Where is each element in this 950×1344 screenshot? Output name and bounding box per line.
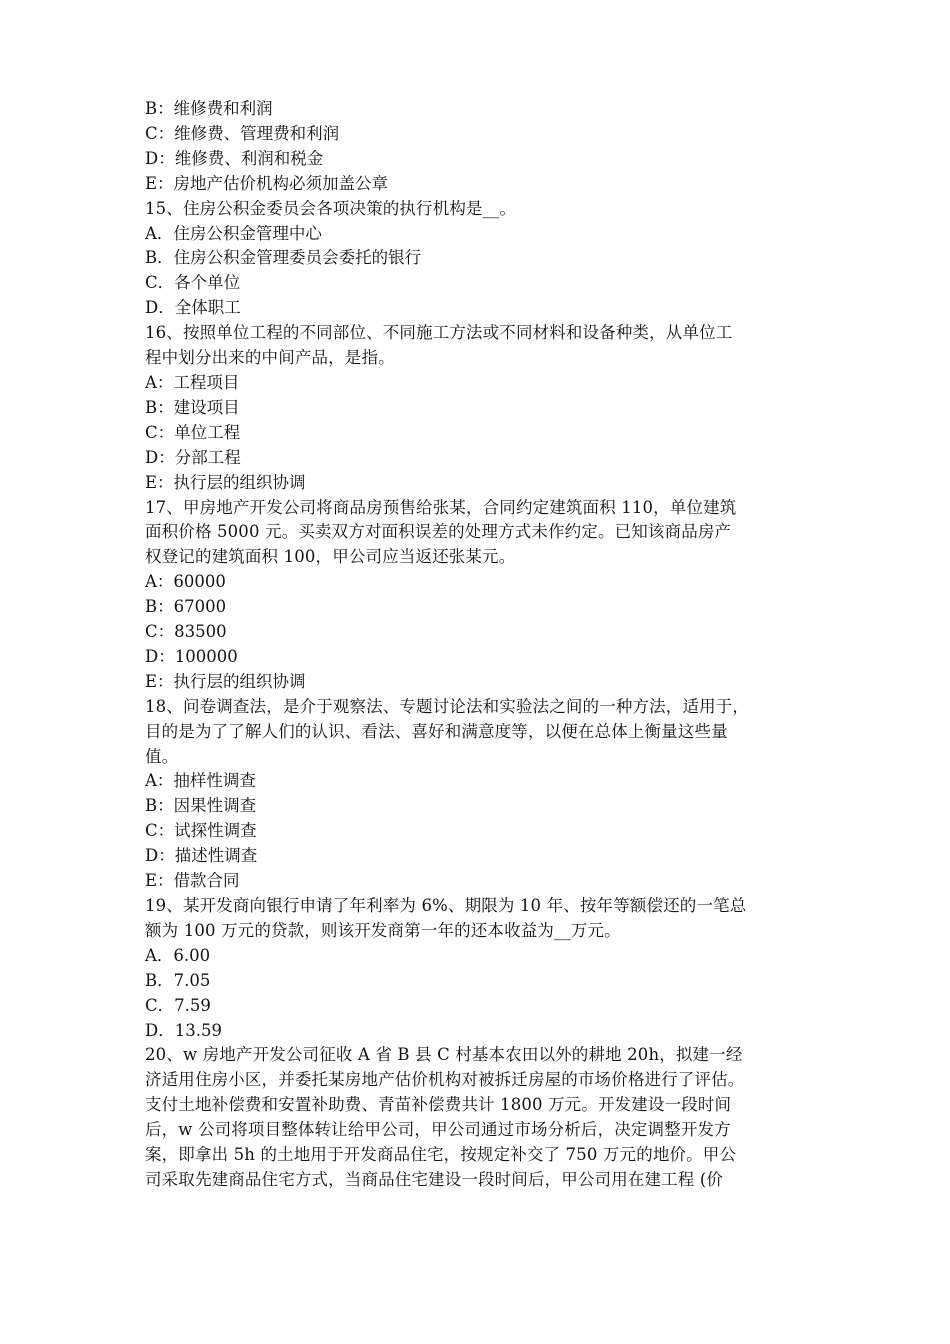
question-20-line-4: 后，w 公司将项目整体转让给甲公司，甲公司通过市场分析后，决定调整开发方 (145, 1120, 731, 1140)
option-c-q14: C：维修费、管理费和利润 (145, 123, 340, 143)
question-20-line-3: 支付土地补偿费和安置补助费、青苗补偿费共计 1800 万元。开发建设一段时间 (145, 1095, 732, 1115)
option-b-q16: B：建设项目 (145, 397, 240, 417)
option-b-q15: B．住房公积金管理委员会委托的银行 (145, 248, 422, 268)
option-e-q17: E：执行层的组织协调 (145, 671, 306, 691)
question-19-line-2: 额为 100 万元的贷款，则该开发商第一年的还本收益为__万元。 (145, 920, 621, 940)
question-19-line-1: 19、某开发商向银行申请了年利率为 6%、期限为 10 年、按年等额偿还的一笔总 (145, 896, 747, 915)
option-d-q18: D：描述性调查 (145, 846, 258, 866)
option-c-q15: C．各个单位 (145, 273, 241, 293)
option-b-q17: B：67000 (145, 597, 227, 617)
option-e-q14: E：房地产估价机构必须加盖公章 (145, 173, 389, 193)
question-20-line-5: 案，即拿出 5h 的土地用于开发商品住宅，按规定补交了 750 万元的地价。甲公 (145, 1145, 737, 1165)
document-page (145, 97, 815, 1193)
option-b-q19: B．7.05 (145, 970, 211, 990)
option-a-q15: A．住房公积金管理中心 (145, 223, 322, 243)
question-15: 15、住房公积金委员会各项决策的执行机构是__。 (145, 198, 517, 218)
question-17-line-1: 17、甲房地产开发公司将商品房预售给张某，合同约定建筑面积 110，单位建筑 (145, 497, 737, 517)
question-18-line-3: 值。 (145, 746, 179, 766)
question-20-line-6: 司采取先建商品住宅方式，当商品住宅建设一段时间后，甲公司用在建工程 (价 (145, 1169, 724, 1189)
option-a-q16: A：工程项目 (145, 372, 240, 392)
option-c-q16: C：单位工程 (145, 422, 241, 442)
option-e-q18: E：借款合同 (145, 871, 240, 891)
question-17-line-2: 面积价格 5000 元。买卖双方对面积误差的处理方式未作约定。已知该商品房产 (145, 522, 732, 542)
option-a-q17: A：60000 (145, 572, 226, 592)
question-18-line-1: 18、问卷调查法，是介于观察法、专题讨论法和实验法之间的一种方法，适用于， (145, 696, 750, 716)
option-a-q18: A：抽样性调查 (145, 771, 256, 791)
option-d-q15: D．全体职工 (145, 298, 241, 318)
option-d-q16: D：分部工程 (145, 447, 241, 467)
option-d-q14: D：维修费、利润和税金 (145, 148, 324, 168)
question-20-line-2: 济适用住房小区，并委托某房地产估价机构对被拆迁房屋的市场价格进行了评估。 (145, 1070, 745, 1090)
question-17-line-3: 权登记的建筑面积 100，甲公司应当返还张某元。 (145, 547, 516, 567)
option-c-q19: C．7.59 (145, 995, 211, 1015)
question-18-line-2: 目的是为了了解人们的认识、看法、喜好和满意度等，以便在总体上衡量这些量 (145, 721, 728, 741)
question-16-line-2: 程中划分出来的中间产品，是指。 (145, 348, 395, 368)
option-a-q19: A．6.00 (145, 945, 211, 965)
question-20-line-1: 20、w 房地产开发公司征收 A 省 B 县 C 村基本农田以外的耕地 20h，拟建一经 (145, 1045, 743, 1065)
option-d-q19: D．13.59 (145, 1020, 222, 1040)
question-16-line-1: 16、按照单位工程的不同部位、不同施工方法或不同材料和设备种类，从单位工 (145, 323, 733, 343)
option-e-q16: E：执行层的组织协调 (145, 472, 306, 492)
option-b-q14: B：维修费和利润 (145, 99, 273, 118)
option-c-q18: C：试探性调查 (145, 821, 257, 841)
option-c-q17: C：83500 (145, 622, 227, 642)
option-b-q18: B：因果性调查 (145, 796, 257, 816)
option-d-q17: D：100000 (145, 646, 238, 666)
